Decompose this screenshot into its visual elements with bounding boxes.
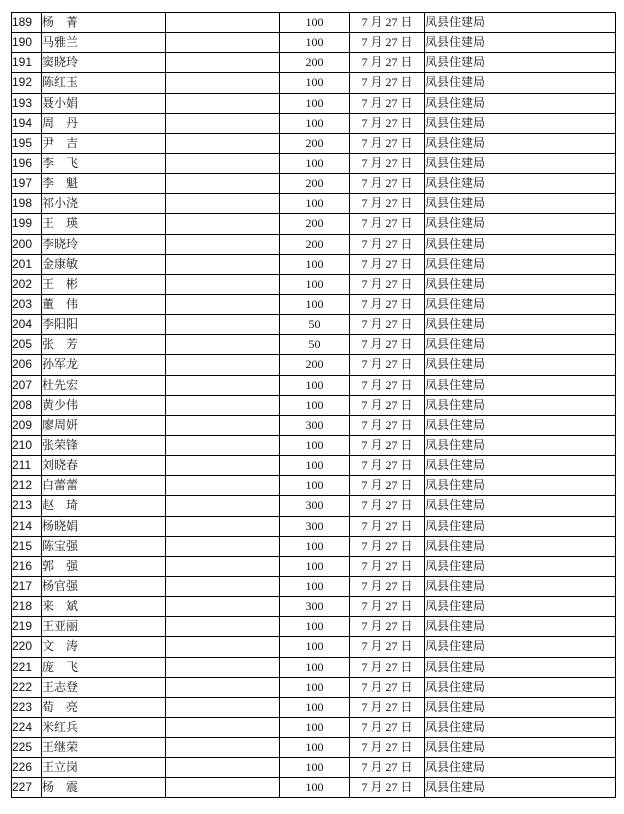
- table-row: [12, 174, 616, 194]
- donation-amount: 100: [280, 677, 350, 697]
- empty-cell: [166, 778, 280, 798]
- organization: 凤县住建局: [425, 516, 616, 536]
- row-number: 196: [12, 153, 42, 173]
- donation-date: 7 月 27 日: [350, 738, 425, 758]
- donor-name: 王继荣: [42, 738, 166, 758]
- empty-cell: [166, 496, 280, 516]
- organization: 凤县住建局: [425, 254, 616, 274]
- donation-amount: 100: [280, 435, 350, 455]
- donation-amount: 100: [280, 778, 350, 798]
- row-number: 227: [12, 778, 42, 798]
- row-number: 226: [12, 758, 42, 778]
- row-number: 212: [12, 476, 42, 496]
- empty-cell: [166, 576, 280, 596]
- donation-date: 7 月 27 日: [350, 717, 425, 737]
- donor-name: 杨 菁: [42, 13, 166, 33]
- table-row: [12, 576, 616, 596]
- row-number: 208: [12, 395, 42, 415]
- donation-date: 7 月 27 日: [350, 697, 425, 717]
- row-number: 197: [12, 174, 42, 194]
- donor-name: 张 芳: [42, 335, 166, 355]
- empty-cell: [166, 234, 280, 254]
- organization: 凤县住建局: [425, 355, 616, 375]
- organization: 凤县住建局: [425, 758, 616, 778]
- empty-cell: [166, 73, 280, 93]
- row-number: 207: [12, 375, 42, 395]
- row-number: 195: [12, 133, 42, 153]
- donation-amount: 200: [280, 355, 350, 375]
- table-row: [12, 194, 616, 214]
- donor-name: 陈宝强: [42, 536, 166, 556]
- organization: 凤县住建局: [425, 53, 616, 73]
- organization: 凤县住建局: [425, 576, 616, 596]
- organization: 凤县住建局: [425, 456, 616, 476]
- row-number: 189: [12, 13, 42, 33]
- organization: 凤县住建局: [425, 93, 616, 113]
- table-row: [12, 637, 616, 657]
- donation-amount: 100: [280, 153, 350, 173]
- donation-amount: 100: [280, 274, 350, 294]
- table-row: [12, 33, 616, 53]
- table-row: [12, 435, 616, 455]
- donation-amount: 200: [280, 133, 350, 153]
- table-body: [12, 13, 616, 798]
- row-number: 218: [12, 597, 42, 617]
- donation-date: 7 月 27 日: [350, 375, 425, 395]
- table-row: [12, 456, 616, 476]
- table-row: [12, 536, 616, 556]
- empty-cell: [166, 194, 280, 214]
- donation-date: 7 月 27 日: [350, 637, 425, 657]
- donor-name: 杨 震: [42, 778, 166, 798]
- donation-amount: 100: [280, 456, 350, 476]
- donation-date: 7 月 27 日: [350, 496, 425, 516]
- table-row: [12, 697, 616, 717]
- donor-name: 李 魁: [42, 174, 166, 194]
- empty-cell: [166, 617, 280, 637]
- table-row: [12, 758, 616, 778]
- empty-cell: [166, 315, 280, 335]
- organization: 凤县住建局: [425, 315, 616, 335]
- empty-cell: [166, 174, 280, 194]
- donation-date: 7 月 27 日: [350, 234, 425, 254]
- donor-name: 张荣锋: [42, 435, 166, 455]
- row-number: 202: [12, 274, 42, 294]
- organization: 凤县住建局: [425, 415, 616, 435]
- table-row: [12, 214, 616, 234]
- donation-date: 7 月 27 日: [350, 194, 425, 214]
- table-row: [12, 93, 616, 113]
- empty-cell: [166, 657, 280, 677]
- donor-name: 米红兵: [42, 717, 166, 737]
- table-row: [12, 133, 616, 153]
- donor-name: 王 瑛: [42, 214, 166, 234]
- donor-name: 王 彬: [42, 274, 166, 294]
- empty-cell: [166, 335, 280, 355]
- donation-amount: 100: [280, 395, 350, 415]
- donation-date: 7 月 27 日: [350, 778, 425, 798]
- row-number: 206: [12, 355, 42, 375]
- table-row: [12, 556, 616, 576]
- table-row: [12, 717, 616, 737]
- donation-amount: 100: [280, 697, 350, 717]
- empty-cell: [166, 556, 280, 576]
- row-number: 193: [12, 93, 42, 113]
- empty-cell: [166, 597, 280, 617]
- donation-amount: 100: [280, 254, 350, 274]
- donor-name: 黄少伟: [42, 395, 166, 415]
- donation-date: 7 月 27 日: [350, 516, 425, 536]
- table-row: [12, 274, 616, 294]
- row-number: 200: [12, 234, 42, 254]
- table-row: [12, 153, 616, 173]
- donation-amount: 200: [280, 214, 350, 234]
- donor-name: 赵 琦: [42, 496, 166, 516]
- table-row: [12, 778, 616, 798]
- donation-date: 7 月 27 日: [350, 254, 425, 274]
- donation-amount: 200: [280, 234, 350, 254]
- table-row: [12, 254, 616, 274]
- organization: 凤县住建局: [425, 214, 616, 234]
- empty-cell: [166, 355, 280, 375]
- table-row: [12, 617, 616, 637]
- empty-cell: [166, 133, 280, 153]
- donation-date: 7 月 27 日: [350, 13, 425, 33]
- organization: 凤县住建局: [425, 335, 616, 355]
- donation-amount: 100: [280, 576, 350, 596]
- empty-cell: [166, 395, 280, 415]
- donation-amount: 100: [280, 657, 350, 677]
- empty-cell: [166, 274, 280, 294]
- donor-name: 李阳阳: [42, 315, 166, 335]
- organization: 凤县住建局: [425, 717, 616, 737]
- donation-date: 7 月 27 日: [350, 73, 425, 93]
- organization: 凤县住建局: [425, 153, 616, 173]
- table-row: [12, 113, 616, 133]
- row-number: 191: [12, 53, 42, 73]
- row-number: 221: [12, 657, 42, 677]
- table-row: [12, 476, 616, 496]
- donor-name: 聂小娟: [42, 93, 166, 113]
- row-number: 201: [12, 254, 42, 274]
- donor-name: 王立岗: [42, 758, 166, 778]
- empty-cell: [166, 738, 280, 758]
- donation-amount: 100: [280, 93, 350, 113]
- row-number: 216: [12, 556, 42, 576]
- empty-cell: [166, 214, 280, 234]
- row-number: 225: [12, 738, 42, 758]
- organization: 凤县住建局: [425, 294, 616, 314]
- donation-amount: 100: [280, 738, 350, 758]
- donor-name: 王亚丽: [42, 617, 166, 637]
- donation-date: 7 月 27 日: [350, 214, 425, 234]
- donation-date: 7 月 27 日: [350, 456, 425, 476]
- donation-amount: 100: [280, 556, 350, 576]
- row-number: 214: [12, 516, 42, 536]
- organization: 凤县住建局: [425, 496, 616, 516]
- organization: 凤县住建局: [425, 738, 616, 758]
- row-number: 223: [12, 697, 42, 717]
- donation-table: [11, 12, 616, 798]
- donation-date: 7 月 27 日: [350, 617, 425, 637]
- empty-cell: [166, 637, 280, 657]
- empty-cell: [166, 93, 280, 113]
- donor-name: 庞 飞: [42, 657, 166, 677]
- organization: 凤县住建局: [425, 657, 616, 677]
- organization: 凤县住建局: [425, 133, 616, 153]
- table-row: [12, 73, 616, 93]
- row-number: 194: [12, 113, 42, 133]
- empty-cell: [166, 758, 280, 778]
- organization: 凤县住建局: [425, 395, 616, 415]
- donation-amount: 200: [280, 174, 350, 194]
- donor-name: 刘晓春: [42, 456, 166, 476]
- donation-date: 7 月 27 日: [350, 758, 425, 778]
- donor-name: 文 涛: [42, 637, 166, 657]
- empty-cell: [166, 33, 280, 53]
- organization: 凤县住建局: [425, 697, 616, 717]
- donation-date: 7 月 27 日: [350, 113, 425, 133]
- organization: 凤县住建局: [425, 194, 616, 214]
- donation-date: 7 月 27 日: [350, 415, 425, 435]
- donation-date: 7 月 27 日: [350, 33, 425, 53]
- donor-name: 荀 亮: [42, 697, 166, 717]
- donor-name: 马雅兰: [42, 33, 166, 53]
- table-row: [12, 516, 616, 536]
- table-row: [12, 294, 616, 314]
- organization: 凤县住建局: [425, 375, 616, 395]
- organization: 凤县住建局: [425, 476, 616, 496]
- donation-amount: 100: [280, 476, 350, 496]
- table-row: [12, 335, 616, 355]
- donor-name: 杨官强: [42, 576, 166, 596]
- donation-amount: 300: [280, 496, 350, 516]
- empty-cell: [166, 13, 280, 33]
- donation-amount: 100: [280, 375, 350, 395]
- donation-amount: 50: [280, 315, 350, 335]
- donor-name: 郭 强: [42, 556, 166, 576]
- organization: 凤县住建局: [425, 778, 616, 798]
- donation-amount: 50: [280, 335, 350, 355]
- row-number: 224: [12, 717, 42, 737]
- organization: 凤县住建局: [425, 13, 616, 33]
- empty-cell: [166, 476, 280, 496]
- empty-cell: [166, 435, 280, 455]
- donation-amount: 300: [280, 516, 350, 536]
- empty-cell: [166, 375, 280, 395]
- row-number: 203: [12, 294, 42, 314]
- donation-amount: 100: [280, 758, 350, 778]
- table-row: [12, 355, 616, 375]
- donation-amount: 300: [280, 597, 350, 617]
- donation-date: 7 月 27 日: [350, 556, 425, 576]
- donation-date: 7 月 27 日: [350, 274, 425, 294]
- organization: 凤县住建局: [425, 73, 616, 93]
- row-number: 210: [12, 435, 42, 455]
- row-number: 215: [12, 536, 42, 556]
- empty-cell: [166, 717, 280, 737]
- donation-amount: 200: [280, 53, 350, 73]
- table-row: [12, 657, 616, 677]
- donation-date: 7 月 27 日: [350, 153, 425, 173]
- donation-date: 7 月 27 日: [350, 476, 425, 496]
- donor-name: 李 飞: [42, 153, 166, 173]
- donor-name: 白蕾蕾: [42, 476, 166, 496]
- organization: 凤县住建局: [425, 113, 616, 133]
- donor-name: 杨晓娟: [42, 516, 166, 536]
- donation-date: 7 月 27 日: [350, 294, 425, 314]
- organization: 凤县住建局: [425, 556, 616, 576]
- donation-amount: 300: [280, 415, 350, 435]
- donation-date: 7 月 27 日: [350, 355, 425, 375]
- organization: 凤县住建局: [425, 33, 616, 53]
- row-number: 190: [12, 33, 42, 53]
- empty-cell: [166, 254, 280, 274]
- row-number: 222: [12, 677, 42, 697]
- donor-name: 窦晓玲: [42, 53, 166, 73]
- organization: 凤县住建局: [425, 234, 616, 254]
- donation-date: 7 月 27 日: [350, 53, 425, 73]
- empty-cell: [166, 53, 280, 73]
- donation-amount: 100: [280, 194, 350, 214]
- donation-date: 7 月 27 日: [350, 536, 425, 556]
- table-row: [12, 597, 616, 617]
- donor-name: 李晓玲: [42, 234, 166, 254]
- empty-cell: [166, 415, 280, 435]
- donation-date: 7 月 27 日: [350, 93, 425, 113]
- table-row: [12, 315, 616, 335]
- donor-name: 孙军龙: [42, 355, 166, 375]
- table-row: [12, 234, 616, 254]
- empty-cell: [166, 677, 280, 697]
- donation-amount: 100: [280, 536, 350, 556]
- row-number: 204: [12, 315, 42, 335]
- row-number: 219: [12, 617, 42, 637]
- donation-amount: 100: [280, 617, 350, 637]
- organization: 凤县住建局: [425, 677, 616, 697]
- table-row: [12, 375, 616, 395]
- donation-amount: 100: [280, 13, 350, 33]
- donation-amount: 100: [280, 113, 350, 133]
- donor-name: 廖周妍: [42, 415, 166, 435]
- row-number: 205: [12, 335, 42, 355]
- donation-date: 7 月 27 日: [350, 597, 425, 617]
- donation-date: 7 月 27 日: [350, 657, 425, 677]
- table-row: [12, 415, 616, 435]
- table-row: [12, 496, 616, 516]
- organization: 凤县住建局: [425, 637, 616, 657]
- donor-name: 陈红玉: [42, 73, 166, 93]
- empty-cell: [166, 113, 280, 133]
- organization: 凤县住建局: [425, 536, 616, 556]
- empty-cell: [166, 456, 280, 476]
- donation-amount: 100: [280, 33, 350, 53]
- empty-cell: [166, 697, 280, 717]
- organization: 凤县住建局: [425, 274, 616, 294]
- donation-date: 7 月 27 日: [350, 133, 425, 153]
- donor-name: 金康敏: [42, 254, 166, 274]
- donation-amount: 100: [280, 717, 350, 737]
- row-number: 198: [12, 194, 42, 214]
- donor-name: 来 斌: [42, 597, 166, 617]
- row-number: 213: [12, 496, 42, 516]
- organization: 凤县住建局: [425, 617, 616, 637]
- donation-amount: 100: [280, 73, 350, 93]
- row-number: 192: [12, 73, 42, 93]
- organization: 凤县住建局: [425, 597, 616, 617]
- organization: 凤县住建局: [425, 174, 616, 194]
- donor-name: 周 丹: [42, 113, 166, 133]
- row-number: 220: [12, 637, 42, 657]
- empty-cell: [166, 536, 280, 556]
- empty-cell: [166, 294, 280, 314]
- donation-date: 7 月 27 日: [350, 335, 425, 355]
- donation-date: 7 月 27 日: [350, 315, 425, 335]
- table-row: [12, 13, 616, 33]
- donation-date: 7 月 27 日: [350, 174, 425, 194]
- donation-amount: 100: [280, 294, 350, 314]
- table-row: [12, 677, 616, 697]
- empty-cell: [166, 153, 280, 173]
- empty-cell: [166, 516, 280, 536]
- table-row: [12, 53, 616, 73]
- donation-amount: 100: [280, 637, 350, 657]
- donor-name: 王志登: [42, 677, 166, 697]
- organization: 凤县住建局: [425, 435, 616, 455]
- donation-date: 7 月 27 日: [350, 395, 425, 415]
- donor-name: 杜先宏: [42, 375, 166, 395]
- row-number: 209: [12, 415, 42, 435]
- donation-date: 7 月 27 日: [350, 576, 425, 596]
- table-row: [12, 738, 616, 758]
- donor-name: 尹 吉: [42, 133, 166, 153]
- table-row: [12, 395, 616, 415]
- donation-date: 7 月 27 日: [350, 677, 425, 697]
- row-number: 199: [12, 214, 42, 234]
- row-number: 211: [12, 456, 42, 476]
- donor-name: 祁小浇: [42, 194, 166, 214]
- row-number: 217: [12, 576, 42, 596]
- donation-date: 7 月 27 日: [350, 435, 425, 455]
- donor-name: 董 伟: [42, 294, 166, 314]
